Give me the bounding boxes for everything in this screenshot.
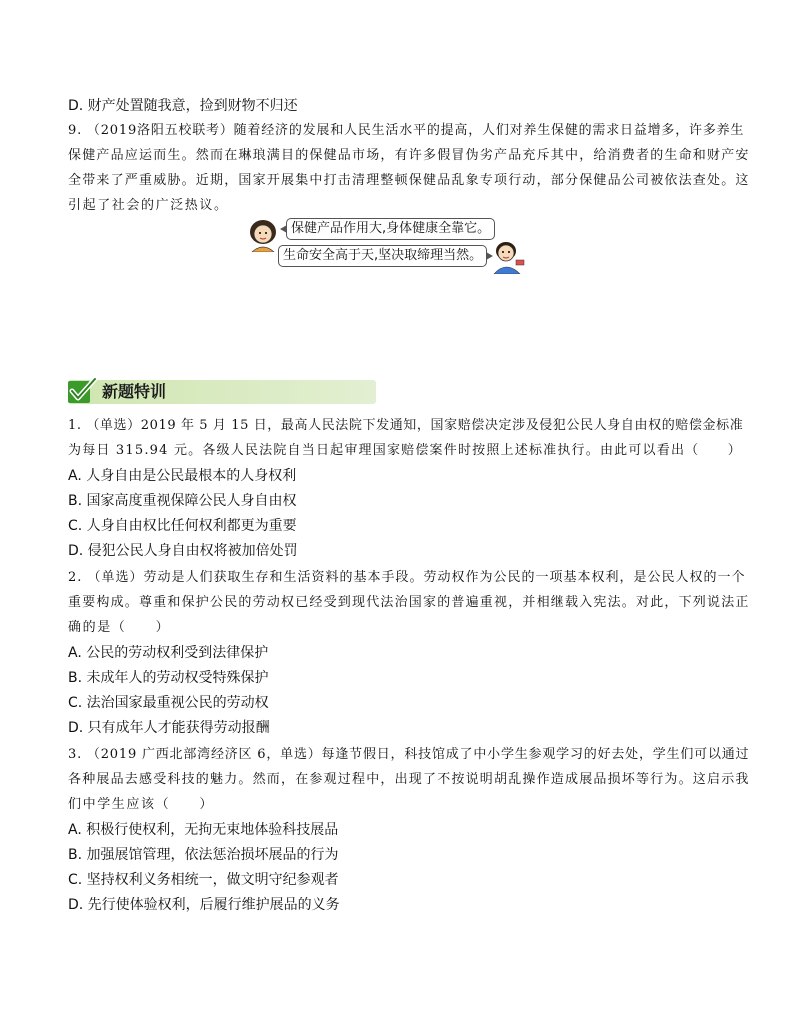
q9-line-2: 保健产品应运而生。然而在琳琅满目的保健品市场，有许多假冒伪劣产品充斥其中，给消费者的生命和财产安 bbox=[68, 148, 750, 163]
speech-bubble-2: 生命安全高于天,坚决取缔理当然。 bbox=[278, 245, 487, 267]
q2-option-a[interactable]: A. 公民的劳动权利受到法律保护 bbox=[68, 645, 269, 661]
q1-option-c[interactable]: C. 人身自由权比任何权利都更为重要 bbox=[68, 518, 297, 534]
q1-option-b[interactable]: B. 国家高度重视保障公民人身自由权 bbox=[68, 493, 297, 509]
q1-option-d[interactable]: D. 侵犯公民人身自由权将被加倍处罚 bbox=[68, 543, 298, 559]
q3-line-3: 们中学生应该（ ） bbox=[68, 797, 215, 812]
q3-option-a[interactable]: A. 积极行使权利，无拘无束地体验科技展品 bbox=[68, 822, 339, 838]
q9-line-1: 9. （2019洛阳五校联考）随着经济的发展和人民生活水平的提高，人们对养生保健的需求日益增多，许多养生 bbox=[68, 123, 745, 138]
q9-line-4: 引起了社会的广泛热议。 bbox=[68, 198, 229, 213]
q3-option-d[interactable]: D. 先行使体验权利，后履行维护展品的义务 bbox=[68, 897, 340, 913]
q2-option-c[interactable]: C. 法治国家最重视公民的劳动权 bbox=[68, 695, 269, 711]
boy-cartoon-icon bbox=[486, 240, 530, 274]
section-title: 新题特训 bbox=[102, 382, 167, 401]
checkmark-icon bbox=[66, 376, 98, 406]
q3-option-b[interactable]: B. 加强展馆管理，依法惩治损坏展品的行为 bbox=[68, 847, 339, 863]
q3-option-c[interactable]: C. 坚持权利义务相统一，做文明守纪参观者 bbox=[68, 872, 339, 888]
q2-option-b[interactable]: B. 未成年人的劳动权受特殊保护 bbox=[68, 670, 269, 686]
q2-line-2: 重要构成。尊重和保护公民的劳动权已经受到现代法治国家的普遍重视，并相继载入宪法。对此，下列说法正 bbox=[68, 595, 750, 610]
q1-line-2: 为每日 315.94 元。各级人民法院自当日起审理国家赔偿案件时按照上述标准执行。由此可以看出（ ） bbox=[68, 443, 742, 458]
q1-line-1: 1. （单选）2019 年 5 月 15 日，最高人民法院下发通知，国家赔偿决定涉及侵犯公民人身自由权的赔偿金标准 bbox=[68, 418, 744, 433]
q2-option-d[interactable]: D. 只有成年人才能获得劳动报酬 bbox=[68, 720, 270, 736]
option-d-prev: D. 财产处置随我意，捡到财物不归还 bbox=[68, 98, 298, 114]
q3-line-2: 各种展品去感受科技的魅力。然而，在参观过程中，出现了不按说明胡乱操作造成展品损坏等行为。这启示我 bbox=[68, 772, 750, 787]
q3-line-1: 3. （2019 广西北部湾经济区 6，单选）每逢节假日，科技馆成了中小学生参观学习的好去处，学生们可以通过 bbox=[68, 747, 750, 762]
q2-line-1: 2. （单选）劳动是人们获取生存和生活资料的基本手段。劳动权作为公民的一项基本权利，是公民人权的一个 bbox=[68, 570, 746, 585]
q2-line-3: 确的是（ ） bbox=[68, 620, 171, 635]
q1-option-a[interactable]: A. 人身自由是公民最根本的人身权利 bbox=[68, 468, 297, 484]
q9-line-3: 全带来了严重威胁。近期，国家开展集中打击清理整顿保健品乱象专项行动，部分保健品公司被依法查处。这 bbox=[68, 173, 750, 188]
speech-bubble-1: 保健产品作用大,身体健康全靠它。 bbox=[286, 218, 495, 240]
